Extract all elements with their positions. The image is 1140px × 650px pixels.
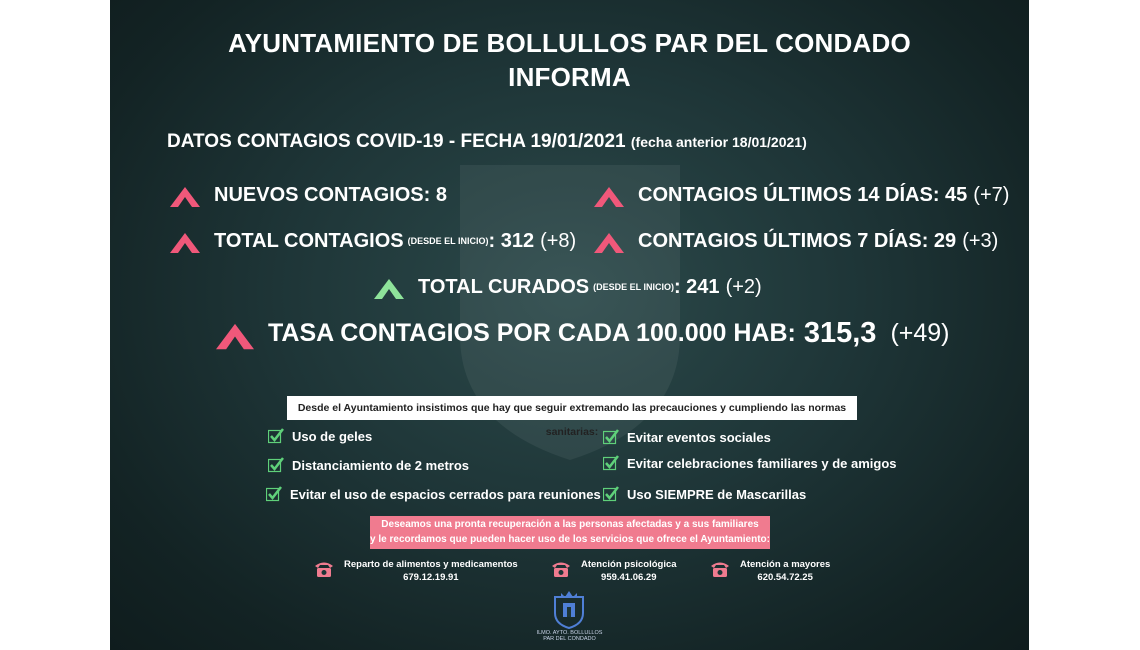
header-title: AYUNTAMIENTO DE BOLLULLOS PAR DEL CONDADO: [228, 28, 911, 58]
stat-total-curados: [374, 275, 762, 299]
measure-item: [268, 428, 372, 444]
footer-line2: PAR DEL CONDADO: [543, 636, 596, 642]
service-name: Reparto de alimentos y medicamentos: [344, 559, 518, 570]
header-subtitle: INFORMA: [508, 62, 631, 92]
checkmark-icon: [268, 428, 284, 444]
measure-label: Evitar el uso de espacios cerrados para reuniones: [290, 486, 601, 502]
telephone-icon: [314, 560, 334, 578]
date-line: [167, 131, 807, 153]
measure-item: [266, 486, 601, 502]
curados-small: (DESDE EL INICIO): [593, 282, 674, 292]
measure-label: Evitar celebraciones familiares y de amigos: [627, 455, 897, 471]
service-item: [314, 558, 518, 584]
checkmark-icon: [603, 429, 619, 445]
curados-value: : 241: [673, 275, 720, 298]
service-item: [551, 558, 677, 584]
tasa-delta: (+49): [890, 319, 950, 347]
service-item: [710, 558, 830, 584]
green-up-arrow-icon: [374, 275, 404, 299]
ultimos14-delta: (+7): [973, 183, 1010, 206]
checkmark-icon: [266, 486, 282, 502]
ultimos14-label: CONTAGIOS ÚLTIMOS 14 DÍAS: 45: [638, 183, 968, 206]
stat-nuevos-contagios: [170, 183, 447, 207]
stat-total-contagios: [170, 229, 576, 253]
measure-item: [603, 486, 806, 502]
nuevos-label: NUEVOS CONTAGIOS: 8: [214, 183, 447, 206]
support-message-line1: Deseamos una pronta recuperación a las personas afectadas y a sus familiares: [381, 519, 759, 530]
total-value: : 312: [488, 229, 535, 252]
red-up-arrow-icon: [170, 229, 200, 253]
checkmark-icon: [268, 457, 284, 473]
service-phone: 959.41.06.29: [601, 572, 657, 583]
measure-item: [603, 429, 771, 445]
date-main: DATOS CONTAGIOS COVID-19 - FECHA 19/01/2021: [167, 131, 626, 152]
service-phone: 679.12.19.91: [403, 572, 459, 583]
tasa-label: TASA CONTAGIOS POR CADA 100.000 HAB:: [268, 319, 796, 347]
ultimos7-label: CONTAGIOS ÚLTIMOS 7 DÍAS: 29: [638, 229, 957, 252]
stat-tasa: [216, 317, 950, 350]
checkmark-icon: [603, 455, 619, 471]
support-message-line2: y le recordamos que pueden hacer uso de los servicios que ofrece el Ayuntamiento:: [370, 534, 770, 545]
stat-ultimos-14: [594, 183, 1009, 207]
telephone-icon: [551, 560, 571, 578]
total-label: TOTAL CONTAGIOS: [214, 229, 404, 252]
total-delta: (+8): [540, 229, 577, 252]
checkmark-icon: [603, 486, 619, 502]
town-crest-icon: [551, 589, 587, 629]
measure-item: [268, 457, 469, 473]
total-small: (DESDE EL INICIO): [407, 236, 489, 246]
tasa-value: 315,3: [803, 317, 877, 349]
footer-logo-text: [510, 630, 629, 642]
red-up-arrow-icon: [594, 183, 624, 207]
red-up-arrow-icon: [594, 229, 624, 253]
support-message: [370, 516, 770, 549]
measure-label: Uso de geles: [292, 428, 373, 444]
measure-label: Evitar eventos sociales: [627, 429, 771, 445]
red-up-arrow-icon: [170, 183, 200, 207]
footer-line1: ILMO. AYTO. BOLLULLOS: [536, 630, 603, 636]
curados-delta: (+2): [725, 275, 762, 298]
measure-label: Distanciamiento de 2 metros: [292, 457, 469, 473]
curados-label: TOTAL CURADOS: [418, 275, 590, 298]
ultimos7-delta: (+3): [962, 229, 999, 252]
measure-label: Uso SIEMPRE de Mascarillas: [627, 486, 807, 502]
red-up-arrow-icon: [216, 318, 254, 350]
service-name: Atención a mayores: [740, 559, 831, 570]
telephone-icon: [710, 560, 730, 578]
service-phone: 620.54.72.25: [757, 572, 813, 583]
infographic-poster: [110, 0, 1029, 650]
date-previous: (fecha anterior 18/01/2021): [630, 134, 807, 150]
notice-banner: Desde el Ayuntamiento insistimos que hay que seguir extremando las precauciones y cumpliendo las normas sanitarias:: [287, 396, 857, 420]
stat-ultimos-7: [594, 229, 998, 253]
service-name: Atención psicológica: [581, 559, 677, 570]
measure-item: [603, 455, 897, 471]
